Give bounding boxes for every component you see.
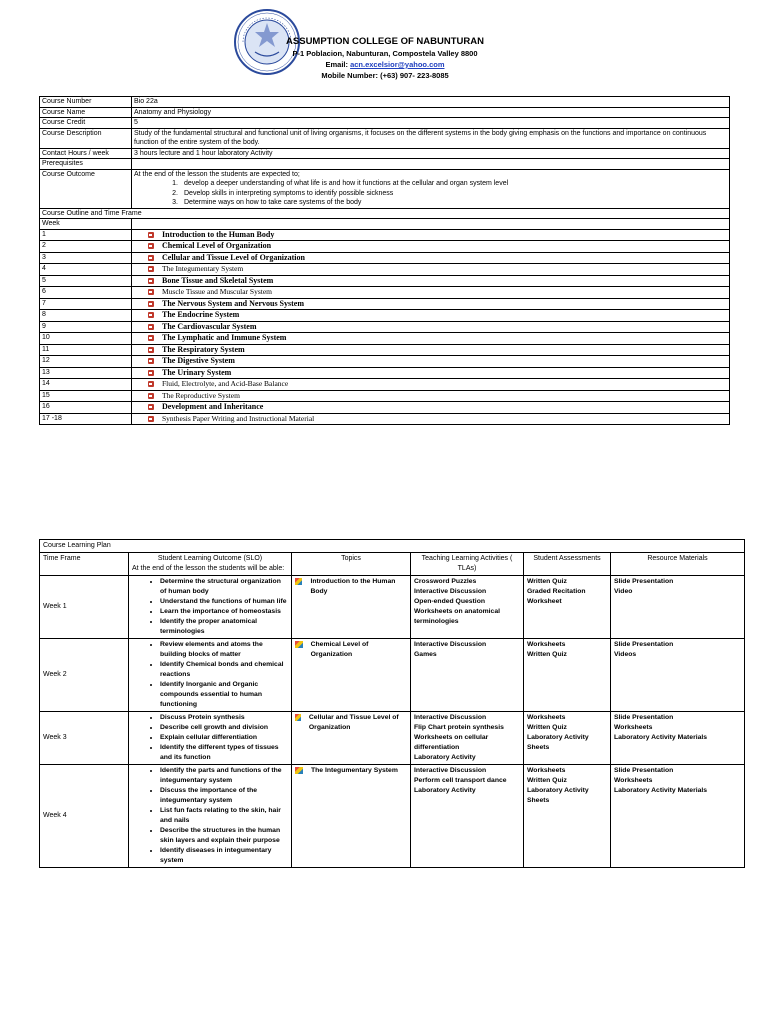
table-row	[40, 298, 730, 310]
prerequisites-value	[132, 159, 730, 170]
book-bullet-icon	[148, 289, 154, 295]
assessment-item: Laboratory Activity Sheets	[527, 787, 589, 804]
resource-item: Slide Presentation	[614, 578, 674, 585]
course-credit-label: Course Credit	[40, 118, 132, 129]
slo-item: • Identify Chemical bonds and chemical reactions	[160, 660, 288, 680]
table-row	[40, 219, 730, 230]
slo-item: • Determine the structural organization of human body	[160, 577, 288, 597]
table-row	[40, 356, 730, 368]
assessment-cell	[524, 576, 611, 639]
book-bullet-icon	[148, 358, 154, 364]
slo-item: • Learn the importance of homeostasis	[160, 607, 288, 617]
book-bullet-icon	[148, 278, 154, 284]
resource-item: Laboratory Activity Materials	[614, 787, 708, 794]
slo-item: • Understand the functions of human life	[160, 597, 288, 607]
course-number-value: Bio 22a	[132, 97, 730, 108]
tla-item: Laboratory Activity	[414, 787, 476, 794]
tla-item: Perform cell transport dance	[414, 777, 507, 784]
table-header-row	[40, 553, 745, 576]
slo-cell	[129, 576, 292, 639]
table-row	[40, 413, 730, 425]
week-cell: Week 4	[40, 765, 129, 868]
tla-cell	[411, 712, 524, 765]
week-number: 10	[40, 333, 132, 345]
topic-label: The Integumentary System	[311, 767, 398, 774]
assessment-item: Worksheets	[527, 714, 566, 721]
assessment-item: Written Quiz	[527, 777, 567, 784]
assessment-item: Worksheet	[527, 598, 562, 605]
resource-item: Slide Presentation	[614, 641, 674, 648]
mobile-number: Mobile Number: (+63) 907- 223-8085	[321, 71, 449, 80]
week-number: 6	[40, 287, 132, 299]
assessment-item: Laboratory Activity Sheets	[527, 734, 589, 751]
week-heading: Week	[40, 219, 132, 230]
resource-item: Videos	[614, 651, 637, 658]
assessment-item: Written Quiz	[527, 651, 567, 658]
book-bullet-icon	[148, 393, 154, 399]
slo-item: • Discuss Protein synthesis	[160, 713, 288, 723]
email-link[interactable]: acn.excelsior@yahoo.com	[350, 60, 445, 69]
book-bullet-icon	[148, 243, 154, 249]
col-header-time: Time Frame	[40, 553, 129, 576]
week-number: 1	[40, 229, 132, 241]
week-topic-label: The Endocrine System	[162, 310, 240, 319]
table-row	[40, 159, 730, 170]
slo-item: • Describe cell growth and division	[160, 723, 288, 733]
week-topic-label: The Respiratory System	[162, 344, 245, 354]
col-header-slo: Student Learning Outcome (SLO) At the end of the lesson the students will be able:	[129, 553, 292, 576]
tla-item: Open-ended Question	[414, 598, 485, 605]
week-number: 9	[40, 321, 132, 333]
week-topic-label: The Digestive System	[162, 356, 235, 365]
slo-item: • Identify the different types of tissues and its function	[160, 743, 288, 763]
college-name: ASSUMPTION COLLEGE OF NABUNTURAN	[286, 36, 484, 47]
course-name-label: Course Name	[40, 107, 132, 118]
assessment-cell	[524, 765, 611, 868]
outcome-item: 1. develop a deeper understanding of what life is and how it functions at the cellular and organ system level	[172, 180, 509, 187]
course-outcome-label: Course Outcome	[40, 169, 132, 208]
assessment-cell	[524, 639, 611, 712]
week-number: 17 -18	[40, 413, 132, 425]
table-row	[40, 148, 730, 159]
tla-item: Worksheets on anatomical terminologies	[414, 608, 500, 625]
assessment-item: Worksheets	[527, 641, 566, 648]
week-topic-label: Muscle Tissue and Muscular System	[162, 287, 273, 296]
book-bullet-icon	[148, 335, 154, 341]
table-row	[40, 321, 730, 333]
book-bullet-icon	[148, 312, 154, 318]
plan-title: Course Learning Plan	[40, 540, 745, 553]
prerequisites-label: Prerequisites	[40, 159, 132, 170]
week-topic-label: Introduction to the Human Body	[162, 229, 275, 239]
resource-item: Slide Presentation	[614, 767, 674, 774]
table-row	[40, 379, 730, 391]
tla-item: Laboratory Activity	[414, 754, 476, 761]
tla-item: Flip Chart protein synthesis	[414, 724, 504, 731]
week-topic-label: The Cardiovascular System	[162, 321, 257, 331]
week-topic	[132, 402, 730, 414]
week-topic-label: Bone Tissue and Skeletal System	[162, 275, 274, 285]
week-topic	[132, 344, 730, 356]
week-topic-label: Cellular and Tissue Level of Organization	[162, 252, 305, 262]
table-row	[40, 333, 730, 345]
book-bullet-icon	[148, 347, 154, 353]
week-topic	[132, 333, 730, 345]
tla-item: Interactive Discussion	[414, 588, 487, 595]
week-cell: Week 2	[40, 639, 129, 712]
resource-cell	[611, 765, 745, 868]
table-row	[40, 275, 730, 287]
resource-cell	[611, 712, 745, 765]
resource-item: Laboratory Activity Materials	[614, 734, 708, 741]
week-number: 12	[40, 356, 132, 368]
table-row	[40, 639, 745, 712]
course-desc-value: Study of the fundamental structural and functional unit of living organisms, it focuses on the different systems in the body giving emphasis on the functions and importance on continuous function of the entire system of the body.	[132, 128, 730, 148]
topic-cell	[292, 576, 411, 639]
slo-item: • Review elements and atoms the building blocks of matter	[160, 640, 288, 660]
slo-item: • Explain cellular differentiation	[160, 733, 288, 743]
week-topic	[132, 390, 730, 402]
slo-cell	[129, 765, 292, 868]
table-row	[40, 169, 730, 208]
table-row	[40, 402, 730, 414]
week-cell: Week 3	[40, 712, 129, 765]
table-row	[40, 107, 730, 118]
book-bullet-icon	[148, 301, 154, 307]
table-row	[40, 310, 730, 322]
slo-item: • Identify diseases in integumentary system	[160, 846, 288, 866]
contact-hours-value: 3 hours lecture and 1 hour laboratory Activity	[132, 148, 730, 159]
col-header-assessments: Student Assessments	[524, 553, 611, 576]
week-topic	[132, 321, 730, 333]
table-row	[40, 287, 730, 299]
contact-hours-label: Contact Hours / week	[40, 148, 132, 159]
resource-item: Video	[614, 588, 633, 595]
col-header-tla: Teaching Learning Activities ( TLAs)	[411, 553, 524, 576]
resource-item: Worksheets	[614, 777, 653, 784]
assessment-cell	[524, 712, 611, 765]
week-topic	[132, 241, 730, 253]
course-outcome-value	[132, 169, 730, 208]
week-number: 7	[40, 298, 132, 310]
week-number: 2	[40, 241, 132, 253]
tla-item: Interactive Discussion	[414, 767, 487, 774]
week-topic	[132, 413, 730, 425]
pencil-bullet-icon	[295, 714, 301, 721]
tla-cell	[411, 765, 524, 868]
table-row	[40, 390, 730, 402]
assessment-item: Written Quiz	[527, 578, 567, 585]
college-address: P-1 Poblacion, Nabunturan, Compostela Valley 8800	[292, 49, 478, 58]
week-number: 16	[40, 402, 132, 414]
slo-item: • Discuss the importance of the integumentary system	[160, 786, 288, 806]
outcome-item: 2. Develop skills in interpreting symptoms to identify possible sickness	[172, 189, 394, 197]
slo-item: • Identify the proper anatomical terminologies	[160, 617, 288, 637]
pencil-bullet-icon	[295, 641, 303, 648]
table-row	[40, 765, 745, 868]
col-header-resources: Resource Materials	[611, 553, 745, 576]
letterhead	[0, 0, 768, 95]
slo-item: • Identify the parts and functions of the integumentary system	[160, 766, 288, 786]
tla-item: Games	[414, 651, 437, 658]
book-bullet-icon	[148, 266, 154, 272]
tla-item: Crossword Puzzles	[414, 578, 477, 585]
week-topic	[132, 367, 730, 379]
week-topic-label: Synthesis Paper Writing and Instructional Material	[162, 413, 315, 423]
table-row	[40, 241, 730, 253]
book-bullet-icon	[148, 255, 154, 261]
week-topic	[132, 356, 730, 368]
table-row	[40, 208, 730, 219]
course-desc-label: Course Description	[40, 128, 132, 148]
assessment-item: Worksheets	[527, 767, 566, 774]
topic-label: Cellular and Tissue Level of Organization	[308, 714, 399, 731]
tla-item: Interactive Discussion	[414, 641, 487, 648]
topic-label: Chemical Level of Organization	[310, 641, 369, 658]
outline-heading: Course Outline and Time Frame	[40, 208, 730, 219]
week-topic-label: The Lymphatic and Immune System	[162, 333, 287, 342]
week-number: 8	[40, 310, 132, 322]
slo-cell	[129, 639, 292, 712]
book-bullet-icon	[148, 381, 154, 387]
week-topic-label: The Nervous System and Nervous System	[162, 298, 304, 308]
week-topic	[132, 310, 730, 322]
tla-cell	[411, 639, 524, 712]
week-number: 3	[40, 252, 132, 264]
slo-item: • Identify Inorganic and Organic compounds essential to human functioning	[160, 680, 288, 710]
table-row	[40, 128, 730, 148]
book-bullet-icon	[148, 232, 154, 238]
pencil-bullet-icon	[295, 767, 303, 774]
week-topic-label: Chemical Level of Organization	[162, 241, 272, 250]
book-bullet-icon	[148, 370, 154, 376]
course-info-table	[39, 96, 730, 425]
resource-cell	[611, 639, 745, 712]
pencil-bullet-icon	[295, 578, 302, 585]
course-credit-value: 5	[132, 118, 730, 129]
week-topic	[132, 264, 730, 276]
week-topic-label: The Reproductive System	[162, 390, 240, 400]
week-cell: Week 1	[40, 576, 129, 639]
table-row	[40, 229, 730, 241]
book-bullet-icon	[148, 416, 154, 422]
week-topic	[132, 275, 730, 287]
table-row	[40, 576, 745, 639]
topic-cell	[292, 639, 411, 712]
resource-item: Worksheets	[614, 724, 653, 731]
table-row	[40, 712, 745, 765]
col-header-topics: Topics	[292, 553, 411, 576]
table-row	[40, 264, 730, 276]
book-bullet-icon	[148, 324, 154, 330]
table-row	[40, 540, 745, 553]
tla-cell	[411, 576, 524, 639]
topic-cell	[292, 712, 411, 765]
week-number: 15	[40, 390, 132, 402]
table-row	[40, 367, 730, 379]
table-row	[40, 344, 730, 356]
tla-item: Interactive Discussion	[414, 714, 487, 721]
email-label: Email:	[325, 60, 351, 69]
slo-item: • Describe the structures in the human skin layers and explain their purpose	[160, 826, 288, 846]
learning-plan-table	[39, 539, 745, 868]
tla-item: Worksheets on cellular differentiation	[414, 734, 489, 751]
assessment-item: Graded Recitation	[527, 588, 586, 595]
week-topic-label: The Urinary System	[162, 367, 232, 377]
week-number: 11	[40, 344, 132, 356]
resource-item: Slide Presentation	[614, 714, 674, 721]
outcome-item: 3. Determine ways on how to take care systems of the body	[172, 199, 362, 206]
assessment-item: Written Quiz	[527, 724, 567, 731]
week-topic	[132, 252, 730, 264]
outcome-intro: At the end of the lesson the students are expected to;	[134, 170, 300, 178]
week-number: 5	[40, 275, 132, 287]
course-number-label: Course Number	[40, 97, 132, 108]
table-row	[40, 252, 730, 264]
week-topic	[132, 379, 730, 391]
week-topic	[132, 298, 730, 310]
table-row	[40, 118, 730, 129]
slo-cell	[129, 712, 292, 765]
week-topic-label: The Integumentary System	[162, 264, 244, 273]
course-name-value: Anatomy and Physiology	[132, 107, 730, 118]
week-number: 14	[40, 379, 132, 391]
week-number: 4	[40, 264, 132, 276]
week-topic	[132, 287, 730, 299]
topic-cell	[292, 765, 411, 868]
week-number: 13	[40, 367, 132, 379]
slo-item: • List fun facts relating to the skin, hair and nails	[160, 806, 288, 826]
week-topic	[132, 229, 730, 241]
resource-cell	[611, 576, 745, 639]
table-row	[40, 97, 730, 108]
week-topic-label: Fluid, Electrolyte, and Acid-Base Balance	[162, 379, 289, 388]
topic-label: Introduction to the Human Body	[310, 578, 396, 595]
week-topic-label: Development and Inheritance	[162, 402, 264, 411]
book-bullet-icon	[148, 404, 154, 410]
